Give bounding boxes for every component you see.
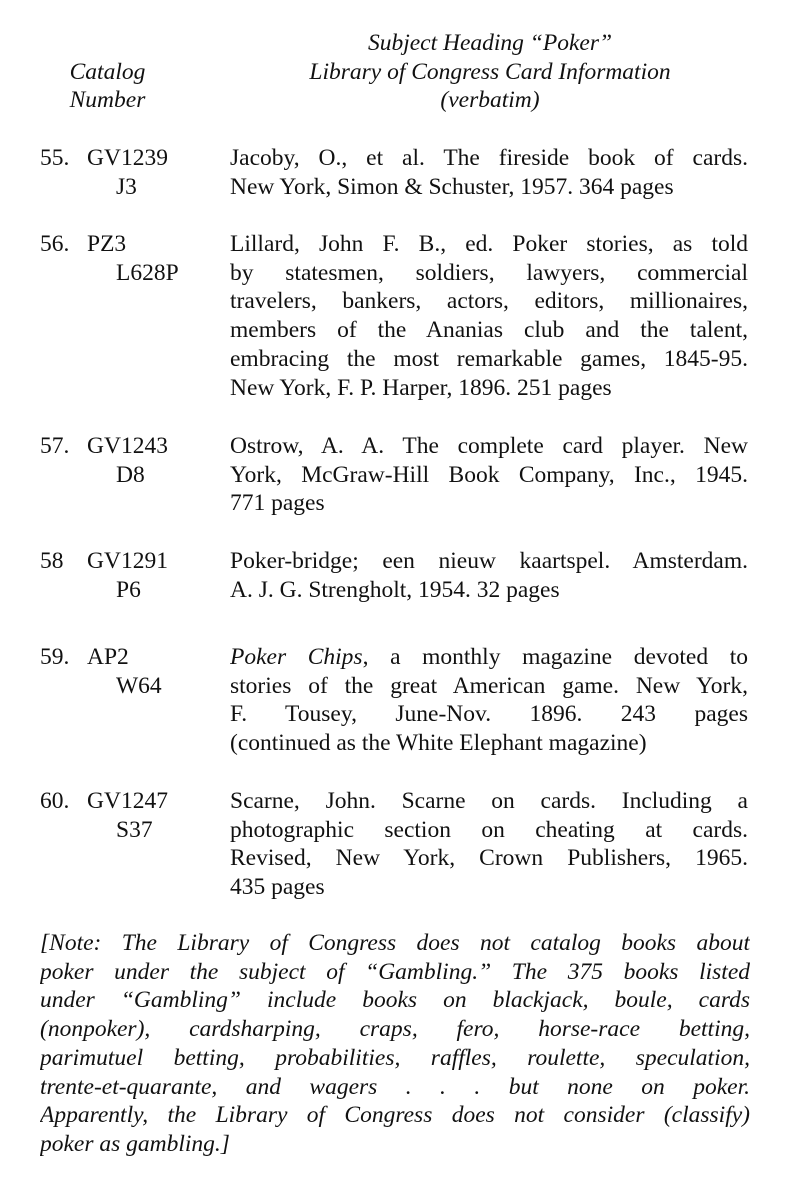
note-line: poker as gambling.] xyxy=(40,1130,230,1157)
entry-description xyxy=(230,547,748,604)
call-number-class: AP2 xyxy=(87,644,129,670)
note-line: poker under the subject of “Gambling.” The 375 books listed xyxy=(40,958,750,985)
catalog-header-line: Catalog xyxy=(69,58,146,85)
description-line: (continued as the White Elephant magazine) xyxy=(230,730,647,757)
description-line: F. Tousey, June-Nov. 1896. 243 pages xyxy=(230,701,748,728)
call-number-cutter: D8 xyxy=(116,461,145,488)
entry-number: 55. xyxy=(40,145,70,171)
call-number xyxy=(87,144,168,201)
description-line: stories of the great American game. New York, xyxy=(230,672,748,699)
call-number-cutter: S37 xyxy=(116,816,153,843)
description-line: Scarne, John. Scarne on cards. Including a xyxy=(230,788,748,814)
call-number-cutter: J3 xyxy=(116,173,137,200)
entry-number: 58 xyxy=(40,548,64,574)
call-number-cutter: P6 xyxy=(116,576,141,603)
entry-number: 60. xyxy=(40,788,70,814)
subject-header-line: Library of Congress Card Information xyxy=(309,58,671,85)
entry-description xyxy=(230,432,748,518)
description-line: Ostrow, A. A. The complete card player. New xyxy=(230,433,748,459)
gambling-classification-note xyxy=(40,929,750,1159)
call-number-class: GV1291 xyxy=(87,548,168,574)
entry-description xyxy=(230,144,748,201)
description-line: members of the Ananias club and the talent, xyxy=(230,317,748,344)
subject-header-line: (verbatim) xyxy=(440,87,540,114)
note-line: trente-et-quarante, and wagers . . . but none on poker. xyxy=(40,1073,750,1100)
description-line: embracing the most remarkable games, 1845-95. xyxy=(230,345,748,372)
call-number-class: GV1243 xyxy=(87,433,168,459)
note-line: parimutuel betting, probabilities, raffles, roulette, speculation, xyxy=(40,1044,750,1071)
description-line: Revised, New York, Crown Publishers, 1965. xyxy=(230,845,748,872)
description-line: travelers, bankers, actors, editors, millionaires, xyxy=(230,288,748,315)
catalog-header-line: Number xyxy=(69,87,146,114)
catalog-number-header xyxy=(40,29,175,115)
description-line: photographic section on cheating at cards. xyxy=(230,816,748,843)
description-line: New York, F. P. Harper, 1896. 251 pages xyxy=(230,374,612,401)
entry-description xyxy=(230,787,748,902)
call-number xyxy=(87,230,179,287)
description-line: 771 pages xyxy=(230,490,325,517)
description-line: New York, Simon & Schuster, 1957. 364 pages xyxy=(230,173,674,200)
call-number xyxy=(87,787,168,844)
entry-description xyxy=(230,643,748,758)
call-number-cutter: L628P xyxy=(116,259,179,286)
entry-number: 57. xyxy=(40,433,70,459)
entry-number: 59. xyxy=(40,644,70,670)
note-line: under “Gambling” include books on blackjack, boule, cards xyxy=(40,987,750,1014)
description-fragment: , a monthly magazine devoted to xyxy=(362,644,748,670)
note-line: [Note: The Library of Congress does not catalog books about xyxy=(40,930,750,956)
description-line xyxy=(230,643,748,672)
description-line: by statesmen, soldiers, lawyers, commercial xyxy=(230,259,748,286)
call-number-cutter: W64 xyxy=(116,672,162,699)
description-line: Lillard, John F. B., ed. Poker stories, as told xyxy=(230,231,748,257)
note-line: (nonpoker), cardsharping, craps, fero, horse-race betting, xyxy=(40,1016,750,1043)
call-number xyxy=(87,643,162,700)
description-line: York, McGraw-Hill Book Company, Inc., 1945. xyxy=(230,461,748,488)
call-number-class: PZ3 xyxy=(87,231,127,257)
call-number xyxy=(87,432,168,489)
description-line: Jacoby, O., et al. The fireside book of cards. xyxy=(230,145,748,171)
entry-description xyxy=(230,230,748,402)
call-number-class: GV1239 xyxy=(87,145,168,171)
entry-number: 56. xyxy=(40,231,70,257)
description-line: 435 pages xyxy=(230,874,325,901)
note-line: Apparently, the Library of Congress does not consider (classify) xyxy=(40,1102,750,1129)
call-number xyxy=(87,547,168,604)
description-line: Poker-bridge; een nieuw kaartspel. Amsterdam. xyxy=(230,548,748,574)
magazine-title: Poker Chips xyxy=(230,644,363,670)
description-line: A. J. G. Strengholt, 1954. 32 pages xyxy=(230,576,560,603)
subject-header-line: Subject Heading “Poker” xyxy=(367,30,613,56)
call-number-class: GV1247 xyxy=(87,788,168,814)
subject-heading-header xyxy=(230,29,750,115)
